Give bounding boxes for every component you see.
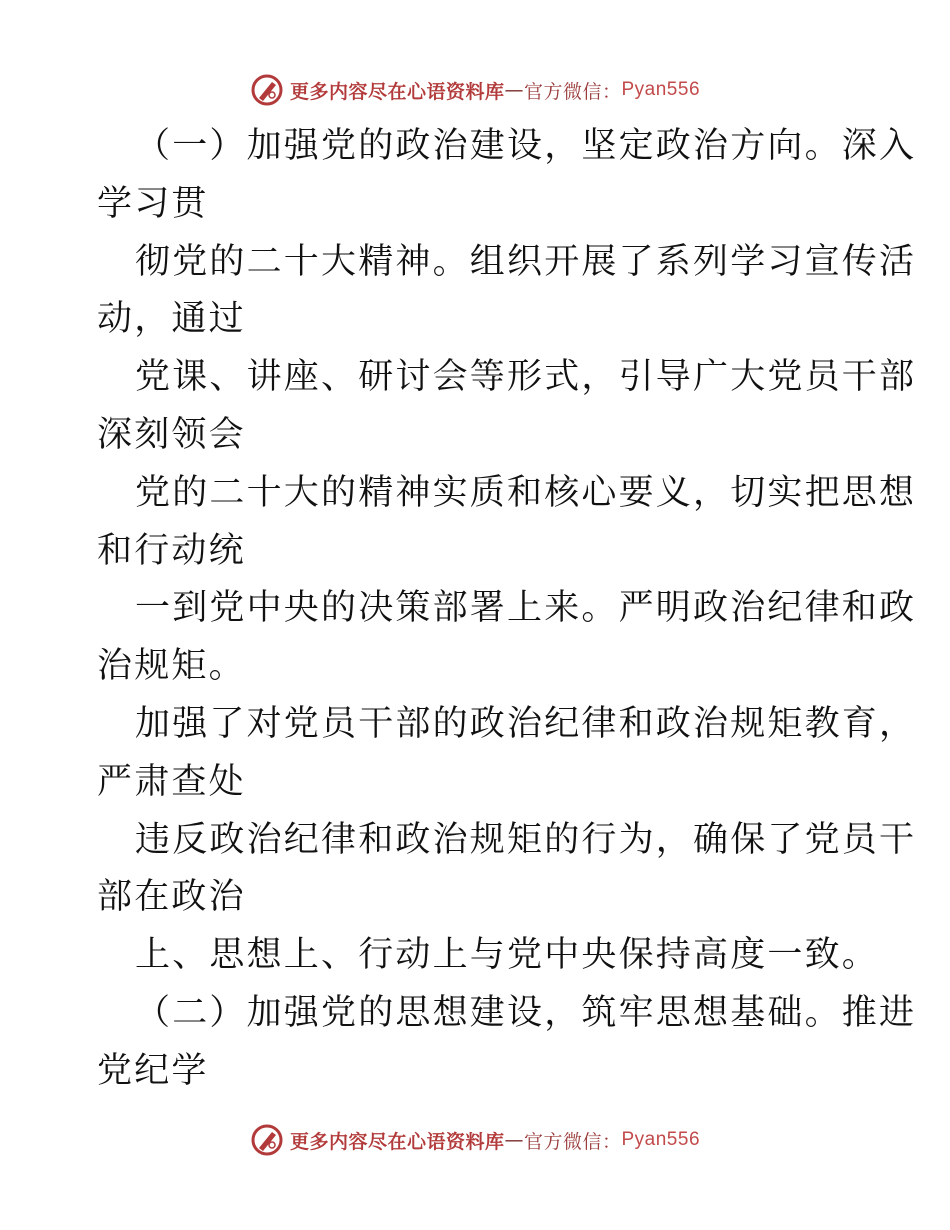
text-line: 党纪学	[97, 1050, 209, 1091]
text-line: 部在政治	[97, 877, 246, 918]
watermark-brand: 更多内容尽在心语资料库	[289, 80, 505, 103]
watermark-official-label: 官方微信：	[523, 80, 622, 103]
watermark-official-label: 官方微信：	[523, 1130, 622, 1153]
pen-circle-logo-icon	[250, 1123, 284, 1157]
watermark-wechat-id: Pyan556	[621, 1129, 701, 1150]
header-watermark	[0, 70, 950, 110]
text-line: 加强了对党员干部的政治纪律和政治规矩教育，	[135, 703, 917, 744]
text-line: 治规矩。	[97, 646, 246, 687]
watermark-brand: 更多内容尽在心语资料库	[289, 1130, 505, 1153]
text-line: 动，通过	[97, 299, 246, 340]
text-line: 党课、讲座、研讨会等形式，引导广大党员干部	[135, 357, 917, 398]
text-line: 党的二十大的精神实质和核心要义，切实把思想	[135, 472, 917, 513]
text-line: 深刻领会	[97, 414, 246, 455]
text-line: 和行动统	[97, 530, 246, 571]
watermark-separator: —	[504, 79, 524, 101]
text-line: （二）加强党的思想建设，筑牢思想基础。推进	[135, 992, 917, 1033]
pen-circle-logo-icon	[250, 73, 284, 107]
watermark-wechat-id: Pyan556	[621, 79, 701, 100]
text-line: 一到党中央的决策部署上来。严明政治纪律和政	[135, 588, 917, 629]
text-line: 违反政治纪律和政治规矩的行为，确保了党员干	[135, 819, 917, 860]
text-line: 严肃查处	[97, 761, 246, 802]
text-line: 彻党的二十大精神。组织开展了系列学习宣传活	[135, 241, 917, 282]
text-line: （一）加强党的政治建设，坚定政治方向。深入	[135, 126, 917, 166]
watermark-separator: —	[504, 1129, 524, 1151]
document-body	[97, 118, 917, 1101]
footer-watermark	[0, 1120, 950, 1160]
text-line: 上、思想上、行动上与党中央保持高度一致。	[135, 935, 880, 976]
text-line: 学习贯	[97, 183, 209, 224]
